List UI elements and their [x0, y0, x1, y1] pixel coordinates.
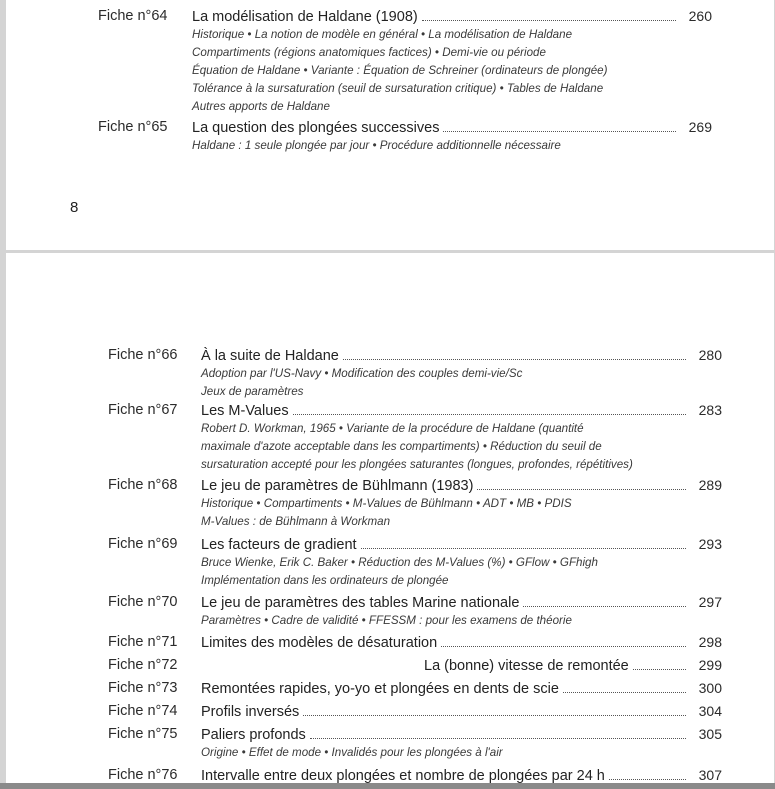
toc-entry-76: [108, 765, 722, 783]
entry-subtopics: Historique • Compartiments • M-Values de Bühlmann • ADT • MB • PDIS: [201, 497, 572, 510]
fiche-number: Fiche n°67: [108, 402, 178, 418]
toc-entry-66: [108, 345, 722, 401]
toc-entry-65: [98, 117, 712, 155]
toc-entry-68: [108, 475, 722, 531]
page-ref: 305: [698, 726, 722, 742]
dot-leader: [633, 655, 686, 670]
entry-subtopics: Robert D. Workman, 1965 • Variante de la procédure de Haldane (quantité: [201, 422, 584, 435]
fiche-number: Fiche n°73: [108, 680, 178, 696]
dot-leader: [609, 765, 686, 780]
entry-subtopics: Haldane : 1 seule plongée par jour • Procédure additionnelle nécessaire: [192, 139, 561, 152]
toc-entry-72: [108, 655, 722, 675]
entry-subtopics: Bruce Wienke, Erik C. Baker • Réduction des M-Values (%) • GFlow • GFhigh: [201, 556, 598, 569]
dot-leader: [441, 632, 686, 647]
entry-subtopics: Compartiments (régions anatomiques factices) • Demi-vie ou période: [192, 46, 546, 59]
entry-subtopics: Équation de Haldane • Variante : Équation de Schreiner (ordinateurs de plongée): [192, 64, 608, 77]
entry-title[interactable]: La modélisation de Haldane (1908): [192, 9, 418, 25]
entry-title[interactable]: Les facteurs de gradient: [201, 537, 357, 553]
page-ref: 299: [698, 657, 722, 673]
dot-leader: [563, 678, 686, 693]
entry-subtopics: Historique • La notion de modèle en général • La modélisation de Haldane: [192, 28, 573, 41]
toc-entry-70: [108, 592, 722, 630]
fiche-number: Fiche n°72: [108, 657, 178, 673]
entry-title[interactable]: Limites des modèles de désaturation: [201, 635, 438, 651]
page-ref: 269: [688, 119, 712, 135]
toc-entry-64: [98, 6, 712, 116]
entry-title[interactable]: La (bonne) vitesse de remontée: [424, 658, 629, 674]
toc-page-top: [6, 0, 774, 250]
fiche-number: Fiche n°69: [108, 536, 178, 552]
toc-entry-75: [108, 724, 722, 762]
fiche-number: Fiche n°66: [108, 347, 178, 363]
dot-leader: [303, 701, 686, 716]
toc-entry-67: [108, 400, 722, 474]
entry-title[interactable]: Intervalle entre deux plongées et nombre de plongées par 24 h: [201, 768, 605, 783]
entry-title[interactable]: Le jeu de paramètres des tables Marine nationale: [201, 595, 520, 611]
dot-leader: [477, 475, 686, 490]
dot-leader: [361, 534, 686, 549]
page-ref: 293: [698, 536, 722, 552]
page-number: 8: [70, 199, 79, 216]
fiche-number: Fiche n°68: [108, 477, 178, 493]
dot-leader: [523, 592, 686, 607]
entry-title[interactable]: La question des plongées successives: [192, 120, 440, 136]
entry-subtopics: Tolérance à la sursaturation (seuil de sursaturation critique) • Tables de Haldane: [192, 82, 604, 95]
viewer-scroll-edge: [0, 783, 775, 789]
entry-subtopics: Autres apports de Haldane: [192, 100, 330, 113]
toc-entry-74: [108, 701, 722, 721]
fiche-number: Fiche n°74: [108, 703, 178, 719]
entry-subtopics: Adoption par l'US-Navy • Modification des couples demi-vie/Sc: [201, 367, 523, 380]
entry-title[interactable]: Profils inversés: [201, 704, 300, 720]
fiche-number: Fiche n°70: [108, 594, 178, 610]
entry-subtopics: Paramètres • Cadre de validité • FFESSM : pour les examens de théorie: [201, 614, 572, 627]
entry-subtopics: M-Values : de Bühlmann à Workman: [201, 515, 391, 528]
entry-subtopics: Origine • Effet de mode • Invalidés pour les plongées à l'air: [201, 746, 503, 759]
page-ref: 300: [698, 680, 722, 696]
entry-subtopics: maximale d'azote acceptable dans les compartiments) • Réduction du seuil de: [201, 440, 602, 453]
fiche-number: Fiche n°76: [108, 767, 178, 783]
entry-title[interactable]: À la suite de Haldane: [201, 348, 339, 364]
entry-subtopics: Implémentation dans les ordinateurs de plongée: [201, 574, 449, 587]
page-ref: 307: [698, 767, 722, 783]
toc-entry-73: [108, 678, 722, 698]
toc-page-bottom: [6, 253, 774, 783]
entry-subtopics: sursaturation accepté pour les plongées saturantes (longues, profondes, répétitives): [201, 458, 633, 471]
fiche-number: Fiche n°71: [108, 634, 178, 650]
fiche-number: Fiche n°65: [98, 119, 168, 135]
page-ref: 304: [698, 703, 722, 719]
dot-leader: [343, 345, 686, 360]
page-ref: 289: [698, 477, 722, 493]
page-ref: 260: [688, 8, 712, 24]
page-ref: 297: [698, 594, 722, 610]
dot-leader: [310, 724, 686, 739]
fiche-number: Fiche n°75: [108, 726, 178, 742]
page-ref: 298: [698, 634, 722, 650]
dot-leader: [443, 117, 676, 132]
entry-subtopics: Jeux de paramètres: [201, 385, 304, 398]
toc-entry-71: [108, 632, 722, 652]
entry-title[interactable]: Le jeu de paramètres de Bühlmann (1983): [201, 478, 474, 494]
fiche-number: Fiche n°64: [98, 8, 168, 24]
page-ref: 283: [698, 402, 722, 418]
entry-title[interactable]: Remontées rapides, yo-yo et plongées en dents de scie: [201, 681, 559, 697]
entry-title[interactable]: Paliers profonds: [201, 727, 306, 743]
dot-leader: [293, 400, 686, 415]
page-ref: 280: [698, 347, 722, 363]
toc-entry-69: [108, 534, 722, 590]
entry-title[interactable]: Les M-Values: [201, 403, 289, 419]
dot-leader: [422, 6, 676, 21]
